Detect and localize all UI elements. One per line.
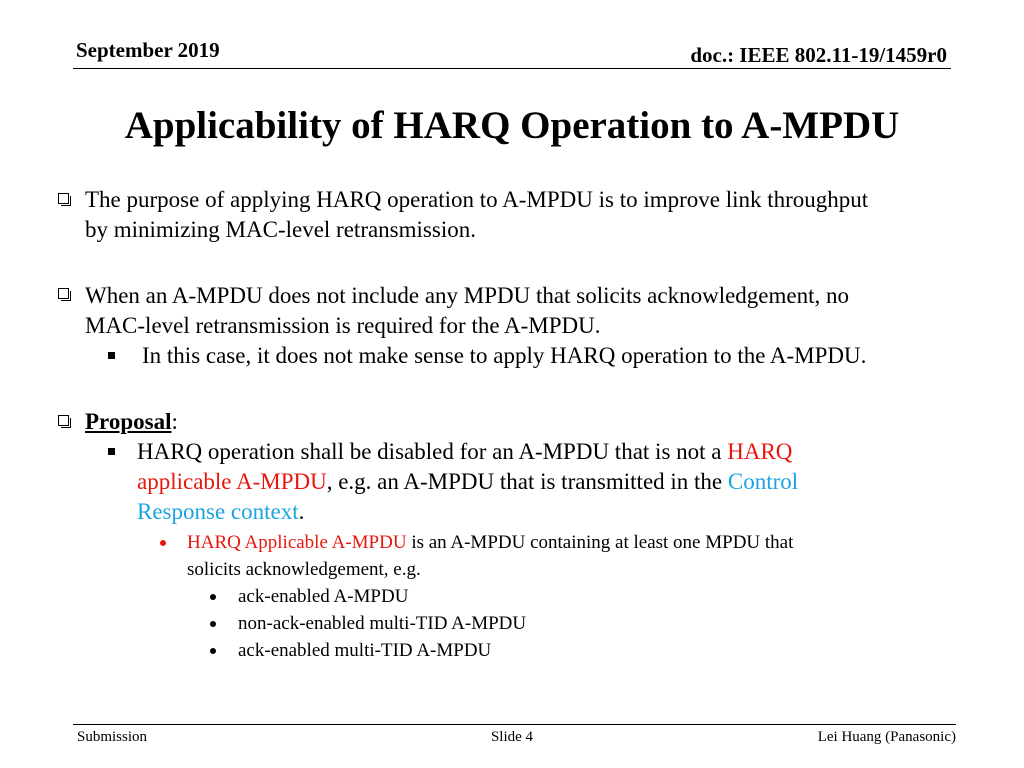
proposal-sub1-blue-term: Control — [727, 469, 799, 494]
header-doc-id: doc.: IEEE 802.11-19/1459r0 — [690, 43, 947, 67]
proposal-sub1-red-term-cont: applicable A-MPDU — [137, 469, 327, 494]
proposal-sub1-line1 — [137, 437, 792, 467]
header-divider — [73, 68, 951, 69]
proposal-sub2-rest: is an A-MPDU containing at least one MPDU that — [406, 532, 794, 553]
footer-submission: Submission — [77, 729, 148, 745]
round-bullet-icon — [210, 594, 216, 600]
bullet1-line2: by minimizing MAC-level retransmission. — [85, 217, 476, 242]
proposal-sub2-line2: solicits acknowledgement, e.g. — [187, 559, 421, 580]
checkbox-bullet-icon — [58, 193, 69, 204]
proposal-sub1-line3 — [137, 497, 304, 527]
checkbox-bullet-icon — [58, 415, 69, 426]
round-bullet-icon — [160, 540, 166, 546]
proposal-sub1-end: . — [298, 499, 305, 524]
bullet2-sub1: In this case, it does not make sense to apply HARQ operation to the A-MPDU. — [142, 343, 867, 368]
list-item: non-ack-enabled multi-TID A-MPDU — [238, 613, 527, 634]
round-bullet-icon — [210, 648, 216, 654]
slide-title: Applicability of HARQ Operation to A-MPDU — [124, 104, 900, 147]
proposal-sub1-blue-term-cont: Response context — [137, 499, 299, 524]
proposal-sub1-line2 — [137, 467, 798, 497]
proposal-sub1-mid: , e.g. an A-MPDU that is transmitted in the — [326, 469, 728, 494]
footer-divider — [73, 724, 956, 725]
proposal-sub1-prefix: HARQ operation shall be disabled for an A-MPDU that is not a — [137, 439, 728, 464]
bullet1-line1: The purpose of applying HARQ operation to A-MPDU is to improve link throughput — [85, 187, 869, 212]
square-bullet-icon — [108, 448, 115, 455]
proposal-colon: : — [171, 409, 178, 434]
list-item: ack-enabled A-MPDU — [238, 586, 409, 607]
bullet2-line1: When an A-MPDU does not include any MPDU that solicits acknowledgement, no — [85, 283, 849, 308]
proposal-sub2-red-term: HARQ Applicable A-MPDU — [187, 532, 407, 553]
round-bullet-icon — [210, 621, 216, 627]
header-date: September 2019 — [76, 38, 220, 62]
footer-slide-number: Slide 4 — [490, 729, 534, 745]
proposal-sub1-red-term: HARQ — [727, 439, 793, 464]
checkbox-bullet-icon — [58, 288, 69, 299]
proposal-heading — [85, 407, 178, 437]
list-item: ack-enabled multi-TID A-MPDU — [238, 640, 492, 661]
square-bullet-icon — [108, 352, 115, 359]
bullet2-line2: MAC-level retransmission is required for the A-MPDU. — [85, 313, 601, 338]
footer-author: Lei Huang (Panasonic) — [817, 729, 956, 745]
proposal-sub2-line1 — [187, 530, 793, 556]
proposal-label: Proposal — [85, 409, 172, 434]
